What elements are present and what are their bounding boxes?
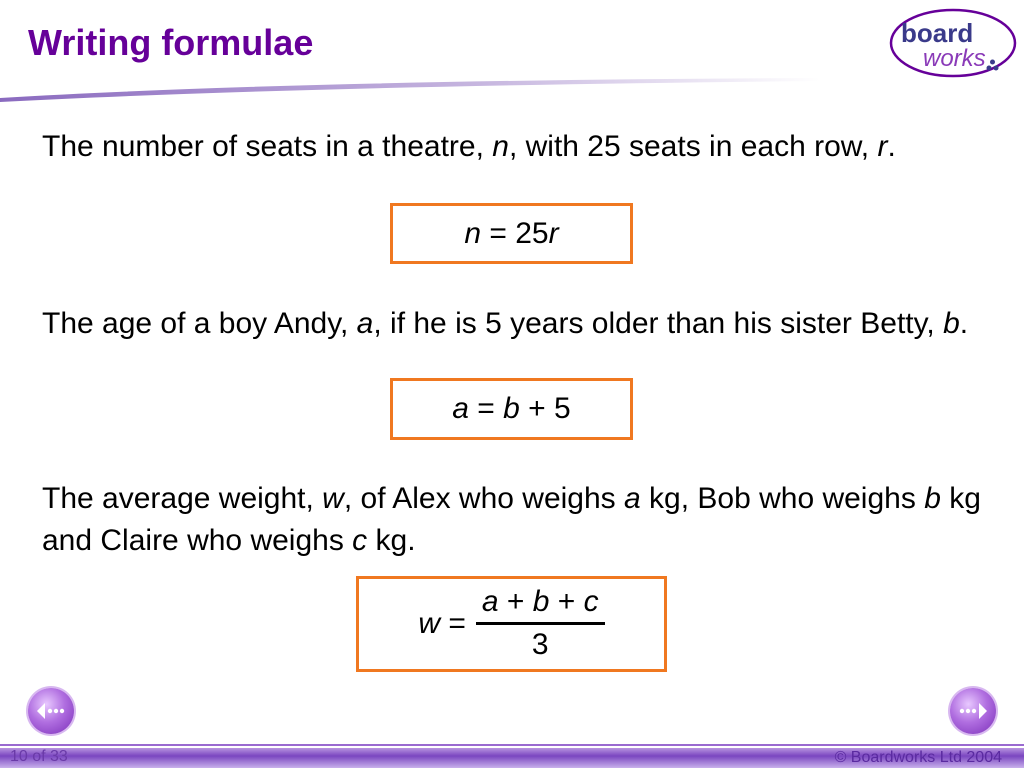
previous-slide-button[interactable] xyxy=(28,688,74,734)
formula-box-weight xyxy=(356,576,667,672)
formula-box-age xyxy=(390,378,633,440)
fraction-numerator: a + b + c xyxy=(476,584,605,625)
footer-divider xyxy=(0,744,1024,746)
formula-box-seats xyxy=(390,203,633,264)
formula-weight-lhs: w = xyxy=(418,607,466,640)
boardworks-logo xyxy=(887,6,1019,80)
formula-weight xyxy=(418,584,604,665)
fraction-denominator: 3 xyxy=(531,627,549,661)
forward-arrow-icon xyxy=(950,688,996,734)
back-arrow-icon xyxy=(28,688,74,734)
problem-statement-seats: The number of seats in a theatre, n, with 25 seats in each row, r. xyxy=(42,130,896,163)
svg-text:board: board xyxy=(901,18,974,48)
problem-statement-age: The age of a boy Andy, a, if he is 5 years older than his sister Betty, b. xyxy=(42,307,969,340)
next-slide-button[interactable] xyxy=(950,688,996,734)
formula-age: a = b + 5 xyxy=(452,392,571,425)
problem-statement-weight: The average weight, w, of Alex who weighs a kg, Bob who weighs b kg and Claire who weighs c kg. xyxy=(42,482,981,557)
slide-title: Writing formulae xyxy=(28,22,314,63)
svg-text:works: works xyxy=(923,45,986,72)
title-underline xyxy=(0,78,820,102)
formula-seats: n = 25r xyxy=(464,216,559,250)
copyright-notice: © Boardworks Ltd 2004 xyxy=(834,749,1002,766)
fraction xyxy=(476,584,605,665)
page-number: 10 of 33 xyxy=(10,748,68,765)
